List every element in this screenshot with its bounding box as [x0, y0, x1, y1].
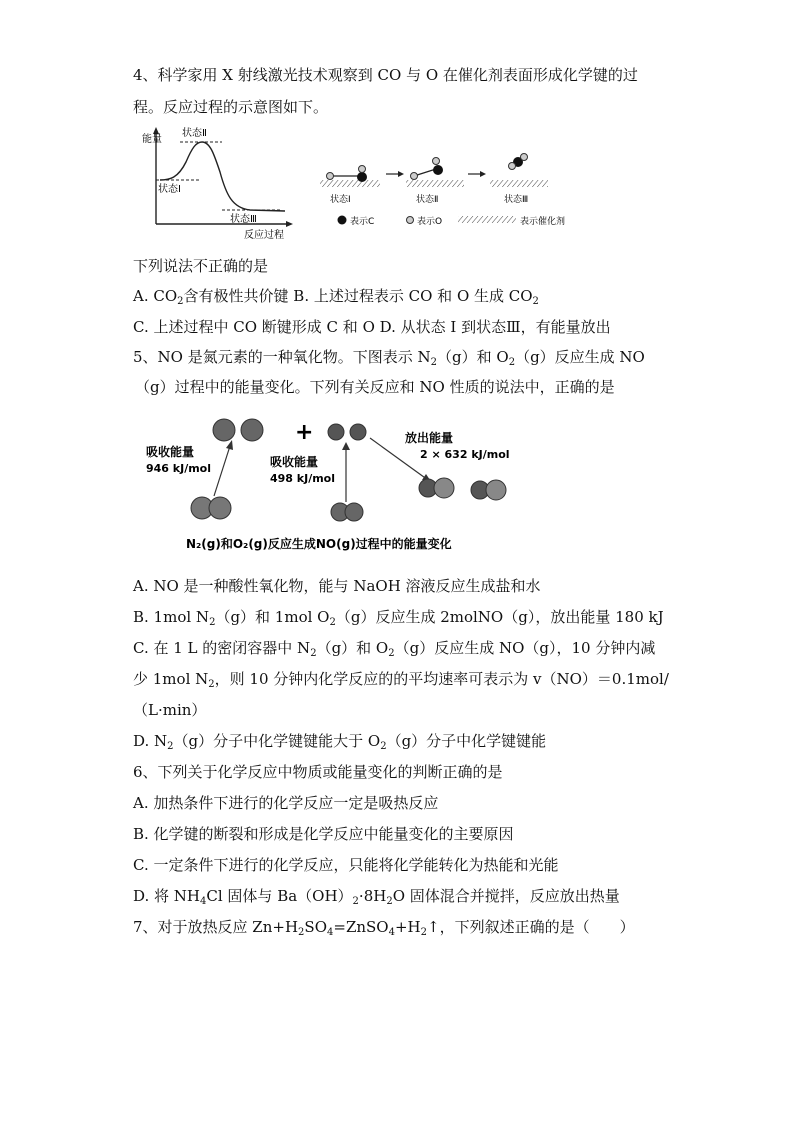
legend-catalyst-icon [458, 216, 516, 223]
release-value: 2 × 632 kJ/mol [420, 448, 510, 461]
legend-o-icon [407, 217, 414, 224]
o-atom-icon [433, 158, 440, 165]
q5-option-c-line2: 少 1mol $N_2$，则 10 分钟内化学反应的的平均速率可表示为 v（NO）＝0.1mol/ [133, 670, 669, 690]
surface-state2: 状态Ⅱ [416, 195, 439, 205]
x-axis-label: 反应过程 [244, 230, 284, 241]
absorb1-label: 吸收能量 [146, 445, 195, 459]
o-atom-icon [359, 166, 366, 173]
o-atom-icon [509, 163, 516, 170]
n-atom-icon [241, 419, 263, 441]
legend-c: 表示C [350, 217, 375, 227]
catalyst-surface-2 [406, 180, 464, 187]
legend-catalyst: 表示催化剂 [520, 217, 566, 227]
c-atom-icon [433, 165, 443, 175]
state1-label: 状态Ⅰ [158, 184, 181, 195]
catalyst-surface-3 [490, 180, 548, 187]
absorb1-value: 946 kJ/mol [146, 462, 212, 475]
o-atom-icon [521, 154, 528, 161]
q5-energy-figure [140, 408, 540, 558]
surface-state3: 状态Ⅲ [504, 195, 529, 205]
q6-option-a: A. 加热条件下进行的化学反应一定是吸热反应 [133, 794, 439, 812]
legend-c-icon [338, 216, 347, 225]
q4-option-cd: C. 上述过程中 CO 断键形成 C 和 O D. 从状态 Ⅰ 到状态Ⅲ，有能量放出 [133, 318, 611, 336]
o-atom-icon [350, 424, 366, 440]
legend-o: 表示O [417, 217, 443, 227]
no-atom-icon [486, 480, 506, 500]
q5-option-c-line3: （L·min） [133, 701, 207, 719]
c-atom-icon [357, 172, 367, 182]
q4-surface-diagram [318, 150, 588, 230]
release-label: 放出能量 [405, 431, 454, 445]
state2-label: 状态Ⅱ [182, 128, 207, 139]
no-atom-icon [434, 478, 454, 498]
n-atom-icon [213, 419, 235, 441]
q5-stem-line2: （g）过程中的能量变化。下列有关反应和 NO 性质的说法中，正确的是 [135, 378, 615, 396]
absorb2-value: 498 kJ/mol [270, 472, 336, 485]
o-atom-icon [345, 503, 363, 521]
q6-option-c: C. 一定条件下进行的化学反应，只能将化学能转化为热能和光能 [133, 856, 559, 874]
plus-sign: + [295, 420, 314, 445]
q5-option-d: D. $N_2(g)$分子中化学键键能大于 $O_2(g)$分子中化学键键能 [133, 732, 547, 752]
q7-stem: 7、对于放热反应 $Zn+H_2SO_4=ZnSO_4+H_2↑$，下列叙述正确的是（ ） [133, 918, 635, 938]
o-atom-icon [328, 424, 344, 440]
o-atom-icon [411, 173, 418, 180]
q5-option-c-line1: C. 在 1 L 的密闭容器中 $N_2(g)$和 $O_2(g)$反应生成 NO（g），10 分钟内减 [133, 639, 656, 659]
o-atom-icon [327, 173, 334, 180]
absorb2-label: 吸收能量 [270, 455, 319, 469]
q4-option-ab: A. $CO_2$含有极性共价键 B. 上述过程表示 CO 和 O 生成 $CO_2$ [133, 287, 539, 307]
catalyst-surface-1 [320, 180, 380, 187]
state3-label: 状态Ⅲ [230, 214, 257, 225]
q6-option-d: D. 将 $NH_4Cl$ 固体与 $Ba(OH)_2\cdot 8H_2O$ 固体混合并搅拌，反应放出热量 [133, 887, 620, 907]
q5-option-a: A. NO 是一种酸性氧化物，能与 NaOH 溶液反应生成盐和水 [133, 577, 541, 595]
arrow-icon [398, 171, 404, 177]
figure-caption: N₂(g)和O₂(g)反应生成NO(g)过程中的能量变化 [186, 537, 452, 551]
n-atom-icon [209, 497, 231, 519]
y-axis-label: 能量 [142, 134, 162, 145]
q6-stem: 6、下列关于化学反应中物质或能量变化的判断正确的是 [133, 763, 503, 781]
q4-stem-line2: 程。反应过程的示意图如下。 [133, 98, 329, 116]
energy-curve [160, 142, 285, 211]
surface-state1: 状态Ⅰ [330, 195, 351, 205]
q5-option-b: B. 1mol $N_2(g)$和 1mol $O_2(g)$反应生成 2molNO（g），放出能量 180 kJ [133, 608, 664, 628]
arrow-icon [342, 442, 350, 450]
q4-stem-line1: 4、科学家用 X 射线激光技术观察到 CO 与 O 在催化剂表面形成化学键的过 [133, 66, 638, 84]
q6-option-b: B. 化学键的断裂和形成是化学反应中能量变化的主要原因 [133, 825, 514, 843]
q4-energy-diagram [140, 124, 300, 242]
arrow-icon [226, 440, 233, 450]
q4-prompt: 下列说法不正确的是 [133, 257, 269, 275]
q5-stem-line1: 5、NO 是氮元素的一种氧化物。下图表示 $N_2(g)$和 $O_2(g)$反应生成 NO [133, 348, 645, 368]
arrow-icon [480, 171, 486, 177]
